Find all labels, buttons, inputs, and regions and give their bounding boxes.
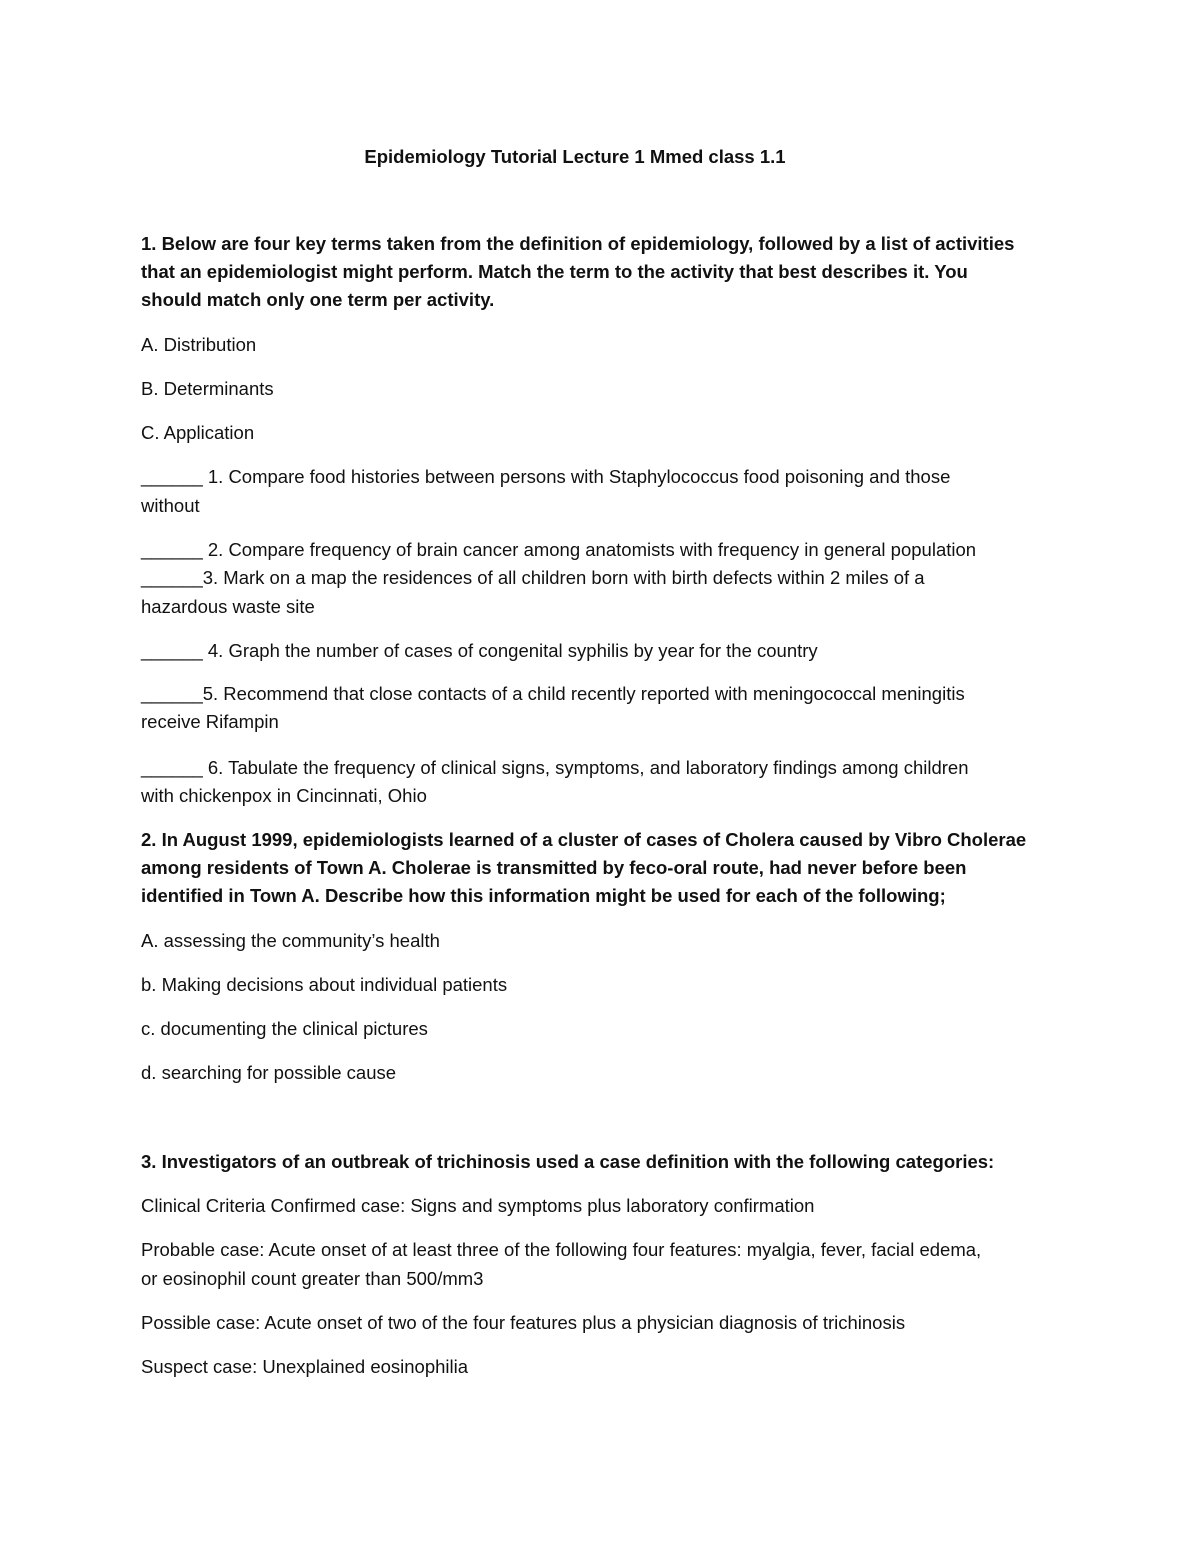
q3-possible-case: Possible case: Acute onset of two of the four features plus a physician diagnosis of trichinosis — [141, 1312, 906, 1333]
q2-prompt-line-2: among residents of Town A. Cholerae is transmitted by feco-oral route, had never before been — [141, 857, 967, 878]
q2-item-d: d. searching for possible cause — [141, 1062, 397, 1083]
q1-activity-6-line-2: with chickenpox in Cincinnati, Ohio — [141, 785, 427, 806]
q1-activity-4: ______ 4. Graph the number of cases of congenital syphilis by year for the country — [141, 640, 818, 661]
q1-term-b: B. Determinants — [141, 378, 274, 399]
q3-suspect-case: Suspect case: Unexplained eosinophilia — [141, 1356, 469, 1377]
q3-confirmed-case: Clinical Criteria Confirmed case: Signs and symptoms plus laboratory confirmation — [141, 1195, 815, 1216]
q2-item-a: A. assessing the community’s health — [141, 930, 440, 951]
q1-prompt-line-3: should match only one term per activity. — [141, 289, 495, 310]
q1-activity-1-line-2: without — [141, 495, 200, 516]
q1-activity-3-line-1: ______3. Mark on a map the residences of all children born with birth defects within 2 miles of a — [141, 567, 925, 588]
q1-activity-6-line-1: ______ 6. Tabulate the frequency of clinical signs, symptoms, and laboratory findings among children — [141, 757, 969, 778]
q1-term-a: A. Distribution — [141, 334, 257, 355]
q1-activity-5-line-1: ______5. Recommend that close contacts of a child recently reported with meningococcal meningitis — [141, 683, 965, 704]
q1-activity-3-line-2: hazardous waste site — [141, 596, 315, 617]
q2-item-b: b. Making decisions about individual patients — [141, 974, 508, 995]
q1-activity-1-line-1: ______ 1. Compare food histories between persons with Staphylococcus food poisoning and those — [141, 466, 951, 487]
q1-term-c: C. Application — [141, 422, 255, 443]
q1-activity-5-line-2: receive Rifampin — [141, 711, 279, 732]
page-title: Epidemiology Tutorial Lecture 1 Mmed class 1.1 — [364, 146, 786, 167]
q1-prompt-line-1: 1. Below are four key terms taken from the definition of epidemiology, followed by a list of activities — [141, 233, 1015, 254]
q3-probable-case-line-1: Probable case: Acute onset of at least three of the following four features: myalgia, fever, facial edema, — [141, 1239, 982, 1260]
q1-activity-2: ______ 2. Compare frequency of brain cancer among anatomists with frequency in general population — [141, 539, 977, 560]
q2-prompt-line-3: identified in Town A. Describe how this information might be used for each of the following; — [141, 885, 946, 906]
q3-prompt: 3. Investigators of an outbreak of trichinosis used a case definition with the following categories: — [141, 1151, 995, 1172]
q1-prompt-line-2: that an epidemiologist might perform. Match the term to the activity that best describes it. You — [141, 261, 968, 282]
q3-probable-case-line-2: or eosinophil count greater than 500/mm3 — [141, 1268, 484, 1289]
q2-prompt-line-1: 2. In August 1999, epidemiologists learned of a cluster of cases of Cholera caused by Vibro Cholerae — [141, 829, 1027, 850]
q2-item-c: c. documenting the clinical pictures — [141, 1018, 428, 1039]
